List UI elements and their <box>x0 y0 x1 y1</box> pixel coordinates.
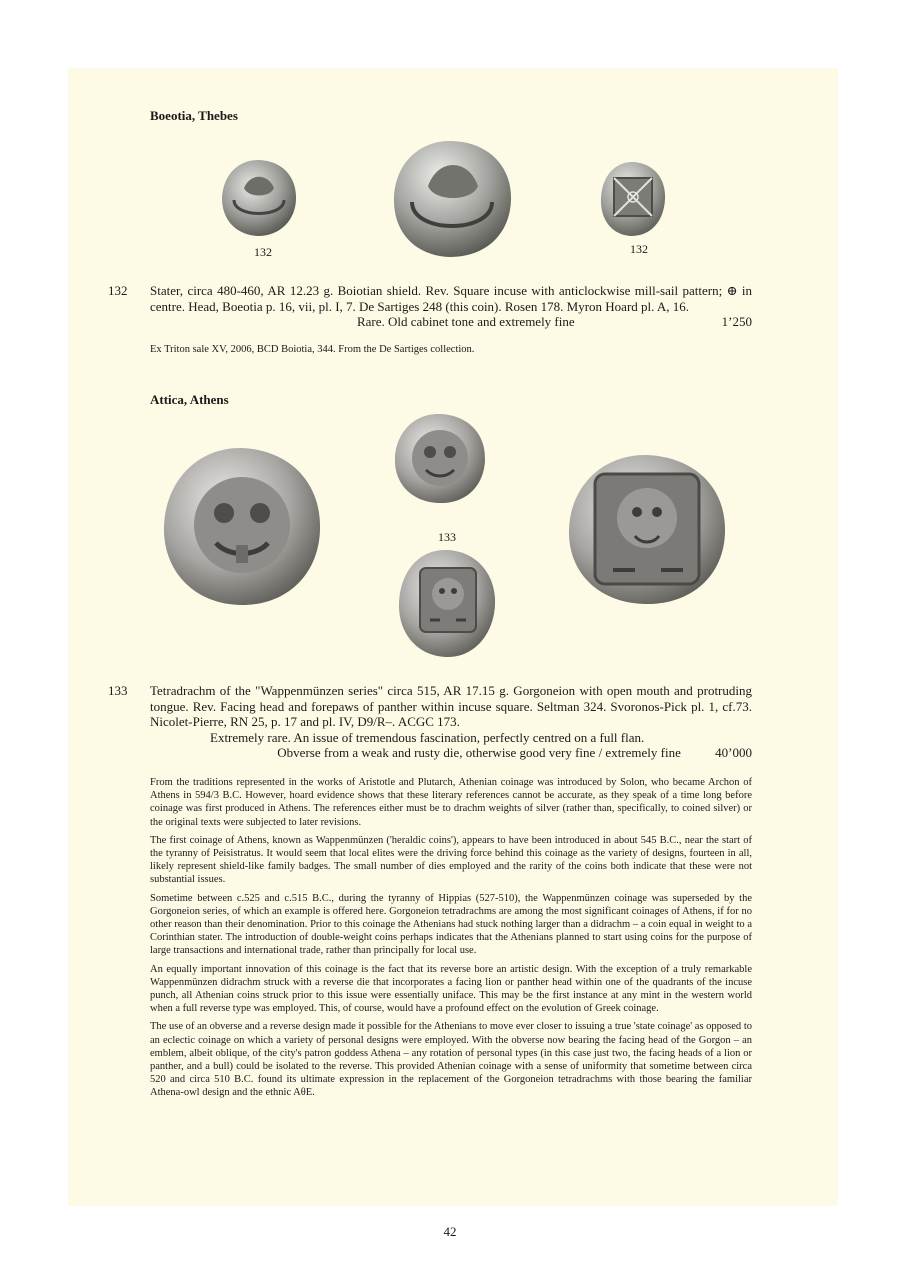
coin-image-132-reverse <box>598 160 668 238</box>
coin-image-133-obverse-small <box>392 412 488 506</box>
coin-image-133-reverse-small <box>396 548 498 660</box>
grade-row-132 <box>150 314 752 330</box>
grade-line2-133: Obverse from a weak and rusty die, otherwise good very fine / extremely fine <box>277 745 681 760</box>
lot-description-text-133: Tetradrachm of the "Wappenmünzen series" circa 515, AR 17.15 g. Gorgoneion with open mouth and protruding tongue. Rev. Facing head and forepaws of panther within incuse square. Seltman 324. Svoronos-Pick pl. 1, cf.73. Nicolet-Pierre, RN 25, p. 17 and pl. IV, D9/R–. ACGC 173. <box>150 683 752 729</box>
coin-label-132-left: 132 <box>254 245 272 259</box>
lot-description-133 <box>150 683 752 761</box>
coin-image-133-tetradrachm-reverse <box>565 452 729 608</box>
lot-number-133: 133 <box>108 683 128 698</box>
essay-paragraph: The first coinage of Athens, known as Wappenmünzen ('heraldic coins'), appears to have been introduced in about 545 B.C., near the start of the tyranny of Peisistratus. It would seem that local elites were the driving force behind this coinage as the variety of designs, fourteen in all, likely represent shield-like family badges. The small number of dies employed and the rarity of the coins both indicate that these were not substantial issues. <box>150 834 752 886</box>
essay-paragraph: Sometime between c.525 and c.515 B.C., during the tyranny of Hippias (527-510), the Wappenmünzen coinage was superseded by the Gorgoneion series, of which an example is offered here. Gorgoneion tetradrachms are among the most significant coinages of Athens, if for no other reason than their denomination. Prior to this coinage the Athenians had stuck nothing larger than a didrachm – a coin equal in weight to a Corinthian stater. The introduction of double-weight coins perhaps indicates that the Athenians planned to start using coins for the purpose of large transactions and international trade, rather than principally for local use. <box>150 892 752 957</box>
lot-number-132: 132 <box>108 283 128 298</box>
section-heading-attica: Attica, Athens <box>150 392 229 407</box>
coin-image-133-tetradrachm-obverse <box>160 445 324 609</box>
grade-text-132: Rare. Old cabinet tone and extremely fine <box>356 314 575 329</box>
essay-paragraph: An equally important innovation of this coinage is the fact that its reverse bore an artistic design. With the exception of a truly remarkable Wappenmünzen didrachm struck with a reverse die that incorporates a facing lion or panther head within one of the quadrants of the incuse punch, all Athenian coins struck prior to this issue were essentially uniface. This may be the first instance at any mint in the western world when a full reverse type was employed. This, of course, would have a profound effect on the evolution of Greek coinage. <box>150 963 752 1015</box>
price-132: 1’250 <box>721 314 752 329</box>
essay-paragraph: From the traditions represented in the works of Aristotle and Plutarch, Athenian coinage was introduced by Solon, who became Archon of Athens in 594/3 B.C. However, hoard evidence shows that these literary references cannot be accurate, as they speak of a time long before coinage was first produced in Athens. The references either must be to drachm weights of silver (rather than, specifically, to coined silver) or the original texts were subjected to later revisions. <box>150 777 752 828</box>
price-133: 40’000 <box>715 745 752 760</box>
coin-image-132-small-obverse <box>220 158 298 238</box>
essay-block <box>150 776 752 1100</box>
coin-label-133: 133 <box>438 530 456 544</box>
essay-paragraph: The use of an obverse and a reverse design made it possible for the Athenians to move ever closer to issuing a true 'state coinage' as opposed to an eclectic coinage on which a variety of personal designs were employed. With the obverse now bearing the facing head of the Gorgon – an emblem, albeit oblique, of the city's patron goddess Athena – any rotation of personal types (in this case just two, the facing heads of a lion or panther, and a bull) could be isolated to the reverse. This provided Athenian coinage with a sense of uniformity that sometime between circa 520 and circa 510 B.C. found its ultimate expression in the replacement of the Gorgoneion tetradrachms with those bearing the familiar Athena-owl design and the ethnic AθE. <box>150 1021 752 1099</box>
page-number: 42 <box>443 1224 457 1239</box>
provenance-132: Ex Triton sale XV, 2006, BCD Boiotia, 344. From the De Sartiges collection. <box>150 344 475 355</box>
section-heading-boeotia: Boeotia, Thebes <box>150 108 238 123</box>
grade-line1-133: Extremely rare. An issue of tremendous fascination, perfectly centred on a full flan. <box>210 729 645 745</box>
lot-description-132 <box>150 283 752 330</box>
coin-image-132-large-obverse <box>390 138 515 260</box>
grade-row-133 <box>150 745 752 761</box>
lot-description-text: Stater, circa 480-460, AR 12.23 g. Boiotian shield. Rev. Square incuse with anticlockwise mill-sail pattern; ⊕ in centre. Head, Boeotia p. 16, vii, pl. I, 7. De Sartiges 248 (this coin). Rosen 178. Myron Hoard pl. A, 16. <box>150 283 752 314</box>
coin-label-132-right: 132 <box>630 242 648 256</box>
